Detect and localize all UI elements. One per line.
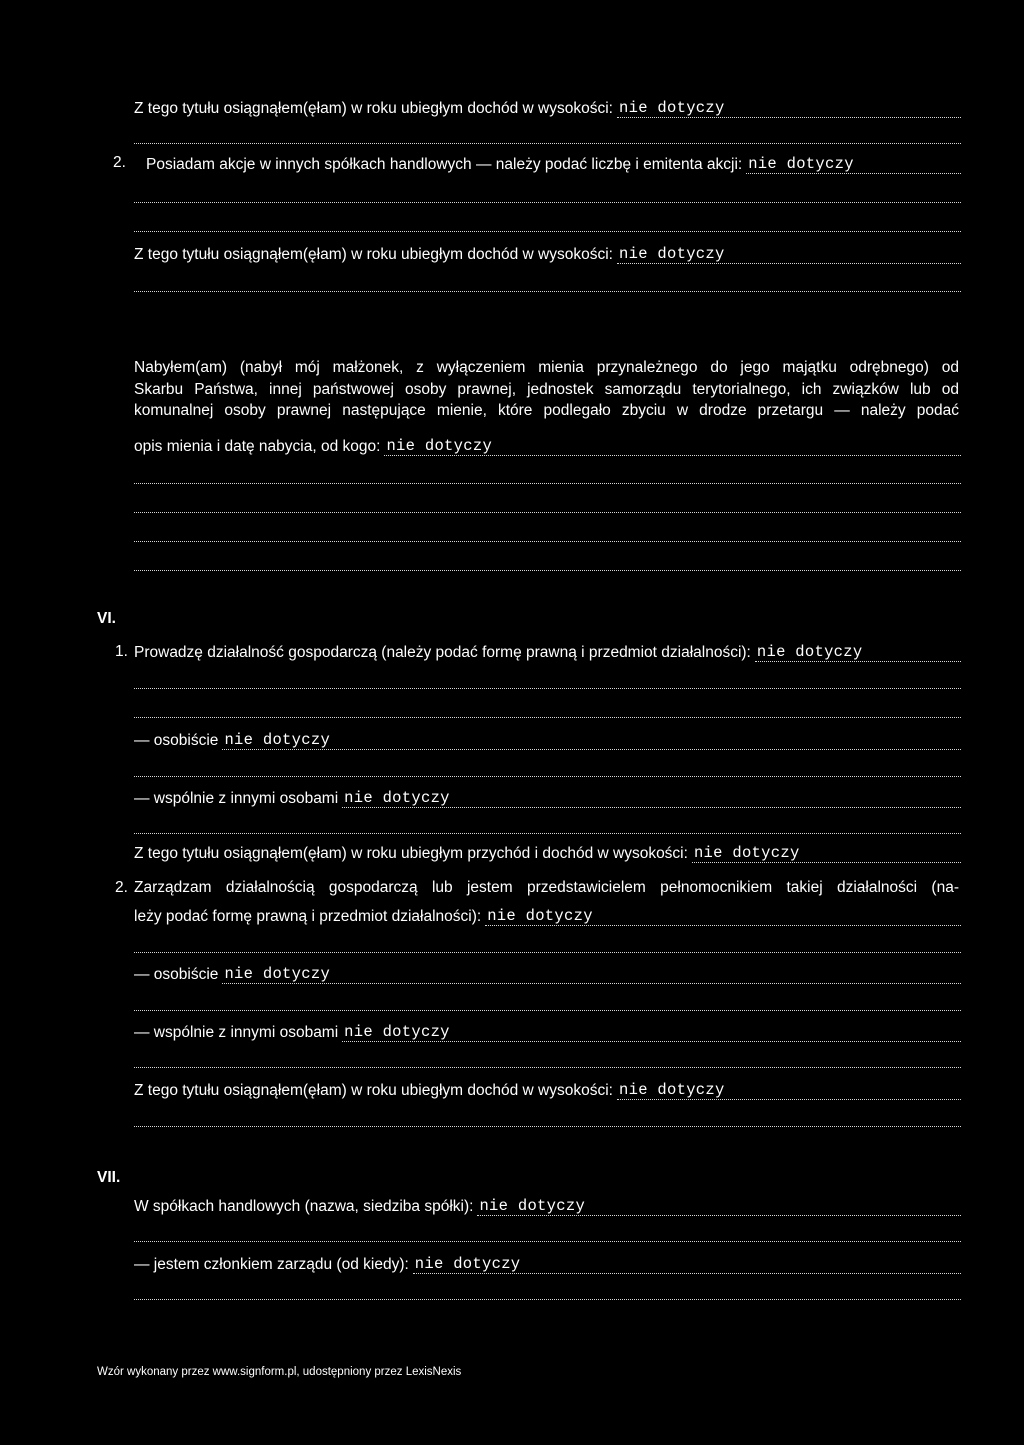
- blank-line[interactable]: [134, 231, 961, 232]
- business-label: Prowadzę działalność gospodarczą (należy podać formę prawną i przedmiot działalności):: [134, 644, 751, 661]
- shares-income2-field[interactable]: [617, 246, 961, 264]
- field-value: nie dotyczy: [619, 99, 725, 117]
- field-value: nie dotyczy: [756, 643, 863, 661]
- field-value: nie dotyczy: [693, 844, 800, 862]
- management-row: [134, 902, 961, 926]
- jointly-field[interactable]: [342, 1024, 961, 1042]
- field-value: nie dotyczy: [479, 1197, 586, 1215]
- board-field[interactable]: [413, 1256, 961, 1274]
- business-jointly-row: [134, 784, 961, 808]
- companies-label: W spółkach handlowych (nazwa, siedziba spółki):: [134, 1198, 474, 1215]
- section-vi-heading: VI.: [97, 610, 116, 627]
- shares-income2-row: [134, 240, 961, 264]
- board-row: [134, 1250, 961, 1274]
- business-income-row: [134, 839, 961, 863]
- management-paragraph: [134, 877, 959, 899]
- blank-line[interactable]: [134, 776, 961, 777]
- jointly-label: — wspólnie z innymi osobami: [134, 790, 339, 807]
- field-value: nie dotyczy: [224, 965, 331, 983]
- item-number: 1.: [115, 643, 128, 660]
- management-line: Zarządzam działalnością gospodarczą lub jestem przedstawicielem pełnomocnikiem takiej działalności (na-: [134, 879, 959, 896]
- management-jointly-row: [134, 1018, 961, 1042]
- field-value: nie dotyczy: [344, 789, 450, 807]
- management-personally-row: [134, 960, 961, 984]
- business-income-field[interactable]: [692, 845, 961, 863]
- blank-line[interactable]: [134, 570, 961, 571]
- shares-income-row: [134, 94, 961, 118]
- blank-line[interactable]: [134, 833, 961, 834]
- management-label: leży podać formę prawną i przedmiot działalności):: [134, 908, 482, 925]
- blank-line[interactable]: [134, 291, 961, 292]
- field-value: nie dotyczy: [748, 155, 854, 173]
- property-line: Skarbu Państwa, innej państwowej osoby prawnej, jednostek samorządu terytorialnego, ich związków lub od: [134, 380, 959, 398]
- personally-label: — osobiście: [134, 732, 219, 749]
- field-value: nie dotyczy: [619, 245, 725, 263]
- item-number: 2.: [113, 154, 126, 171]
- shares-item2-field[interactable]: [746, 156, 961, 174]
- business-field[interactable]: [755, 644, 961, 662]
- shares-item2-row: [134, 150, 961, 174]
- blank-line[interactable]: [134, 952, 961, 953]
- personally-label: — osobiście: [134, 966, 219, 983]
- field-value: nie dotyczy: [386, 437, 493, 455]
- field-value: nie dotyczy: [414, 1255, 521, 1273]
- management-field[interactable]: [485, 908, 961, 926]
- personally-field[interactable]: [222, 966, 961, 984]
- blank-line[interactable]: [134, 512, 961, 513]
- jointly-label: — wspólnie z innymi osobami: [134, 1024, 339, 1041]
- jointly-field[interactable]: [342, 790, 961, 808]
- board-label: — jestem członkiem zarządu (od kiedy):: [134, 1256, 409, 1273]
- blank-line[interactable]: [134, 1241, 961, 1242]
- shares-income2-label: Z tego tytułu osiągnąłem(ęłam) w roku ubiegłym dochód w wysokości:: [134, 246, 613, 263]
- management-income-label: Z tego tytułu osiągnąłem(ęłam) w roku ubiegłym dochód w wysokości:: [134, 1082, 613, 1099]
- property-paragraph: [134, 357, 959, 422]
- blank-line[interactable]: [134, 143, 961, 144]
- business-personally-row: [134, 726, 961, 750]
- field-value: nie dotyczy: [619, 1081, 725, 1099]
- blank-line[interactable]: [134, 688, 961, 689]
- property-last-label: opis mienia i datę nabycia, od kogo:: [134, 438, 381, 455]
- field-value: nie dotyczy: [224, 731, 331, 749]
- item-number: 2.: [115, 879, 128, 896]
- field-value: nie dotyczy: [487, 907, 593, 925]
- property-line: Nabyłem(am) (nabył mój małżonek, z wyłączeniem mienia przynależnego do jego majątku odrębnego) od: [134, 359, 959, 376]
- blank-line[interactable]: [134, 1299, 961, 1300]
- blank-line[interactable]: [134, 541, 961, 542]
- field-value: nie dotyczy: [344, 1023, 450, 1041]
- blank-line[interactable]: [134, 202, 961, 203]
- companies-field[interactable]: [477, 1198, 961, 1216]
- blank-line[interactable]: [134, 717, 961, 718]
- property-row: [134, 432, 961, 456]
- blank-line[interactable]: [134, 1067, 961, 1068]
- business-row: [134, 638, 961, 662]
- property-line: komunalnej osoby prawnej następujące mienie, które podlegało zbyciu w drodze przetargu — należy podać: [134, 402, 959, 419]
- management-income-field[interactable]: [617, 1082, 961, 1100]
- business-income-label: Z tego tytułu osiągnąłem(ęłam) w roku ubiegłym przychód i dochód w wysokości:: [134, 845, 688, 862]
- section-vii-heading: VII.: [97, 1169, 121, 1186]
- blank-line[interactable]: [134, 483, 961, 484]
- companies-row: [134, 1192, 961, 1216]
- management-income-row: [134, 1076, 961, 1100]
- blank-line[interactable]: [134, 1010, 961, 1011]
- personally-field[interactable]: [222, 732, 961, 750]
- blank-line[interactable]: [134, 1126, 961, 1127]
- property-field[interactable]: [384, 438, 961, 456]
- shares-income-label: Z tego tytułu osiągnąłem(ęłam) w roku ubiegłym dochód w wysokości:: [134, 100, 613, 117]
- shares-item2-label: Posiadam akcje w innych spółkach handlowych — należy podać liczbę i emitenta akcji:: [146, 156, 743, 173]
- footer-note: Wzór wykonany przez www.signform.pl, udostępniony przez LexisNexis: [97, 1366, 462, 1378]
- shares-income-field[interactable]: [617, 100, 961, 118]
